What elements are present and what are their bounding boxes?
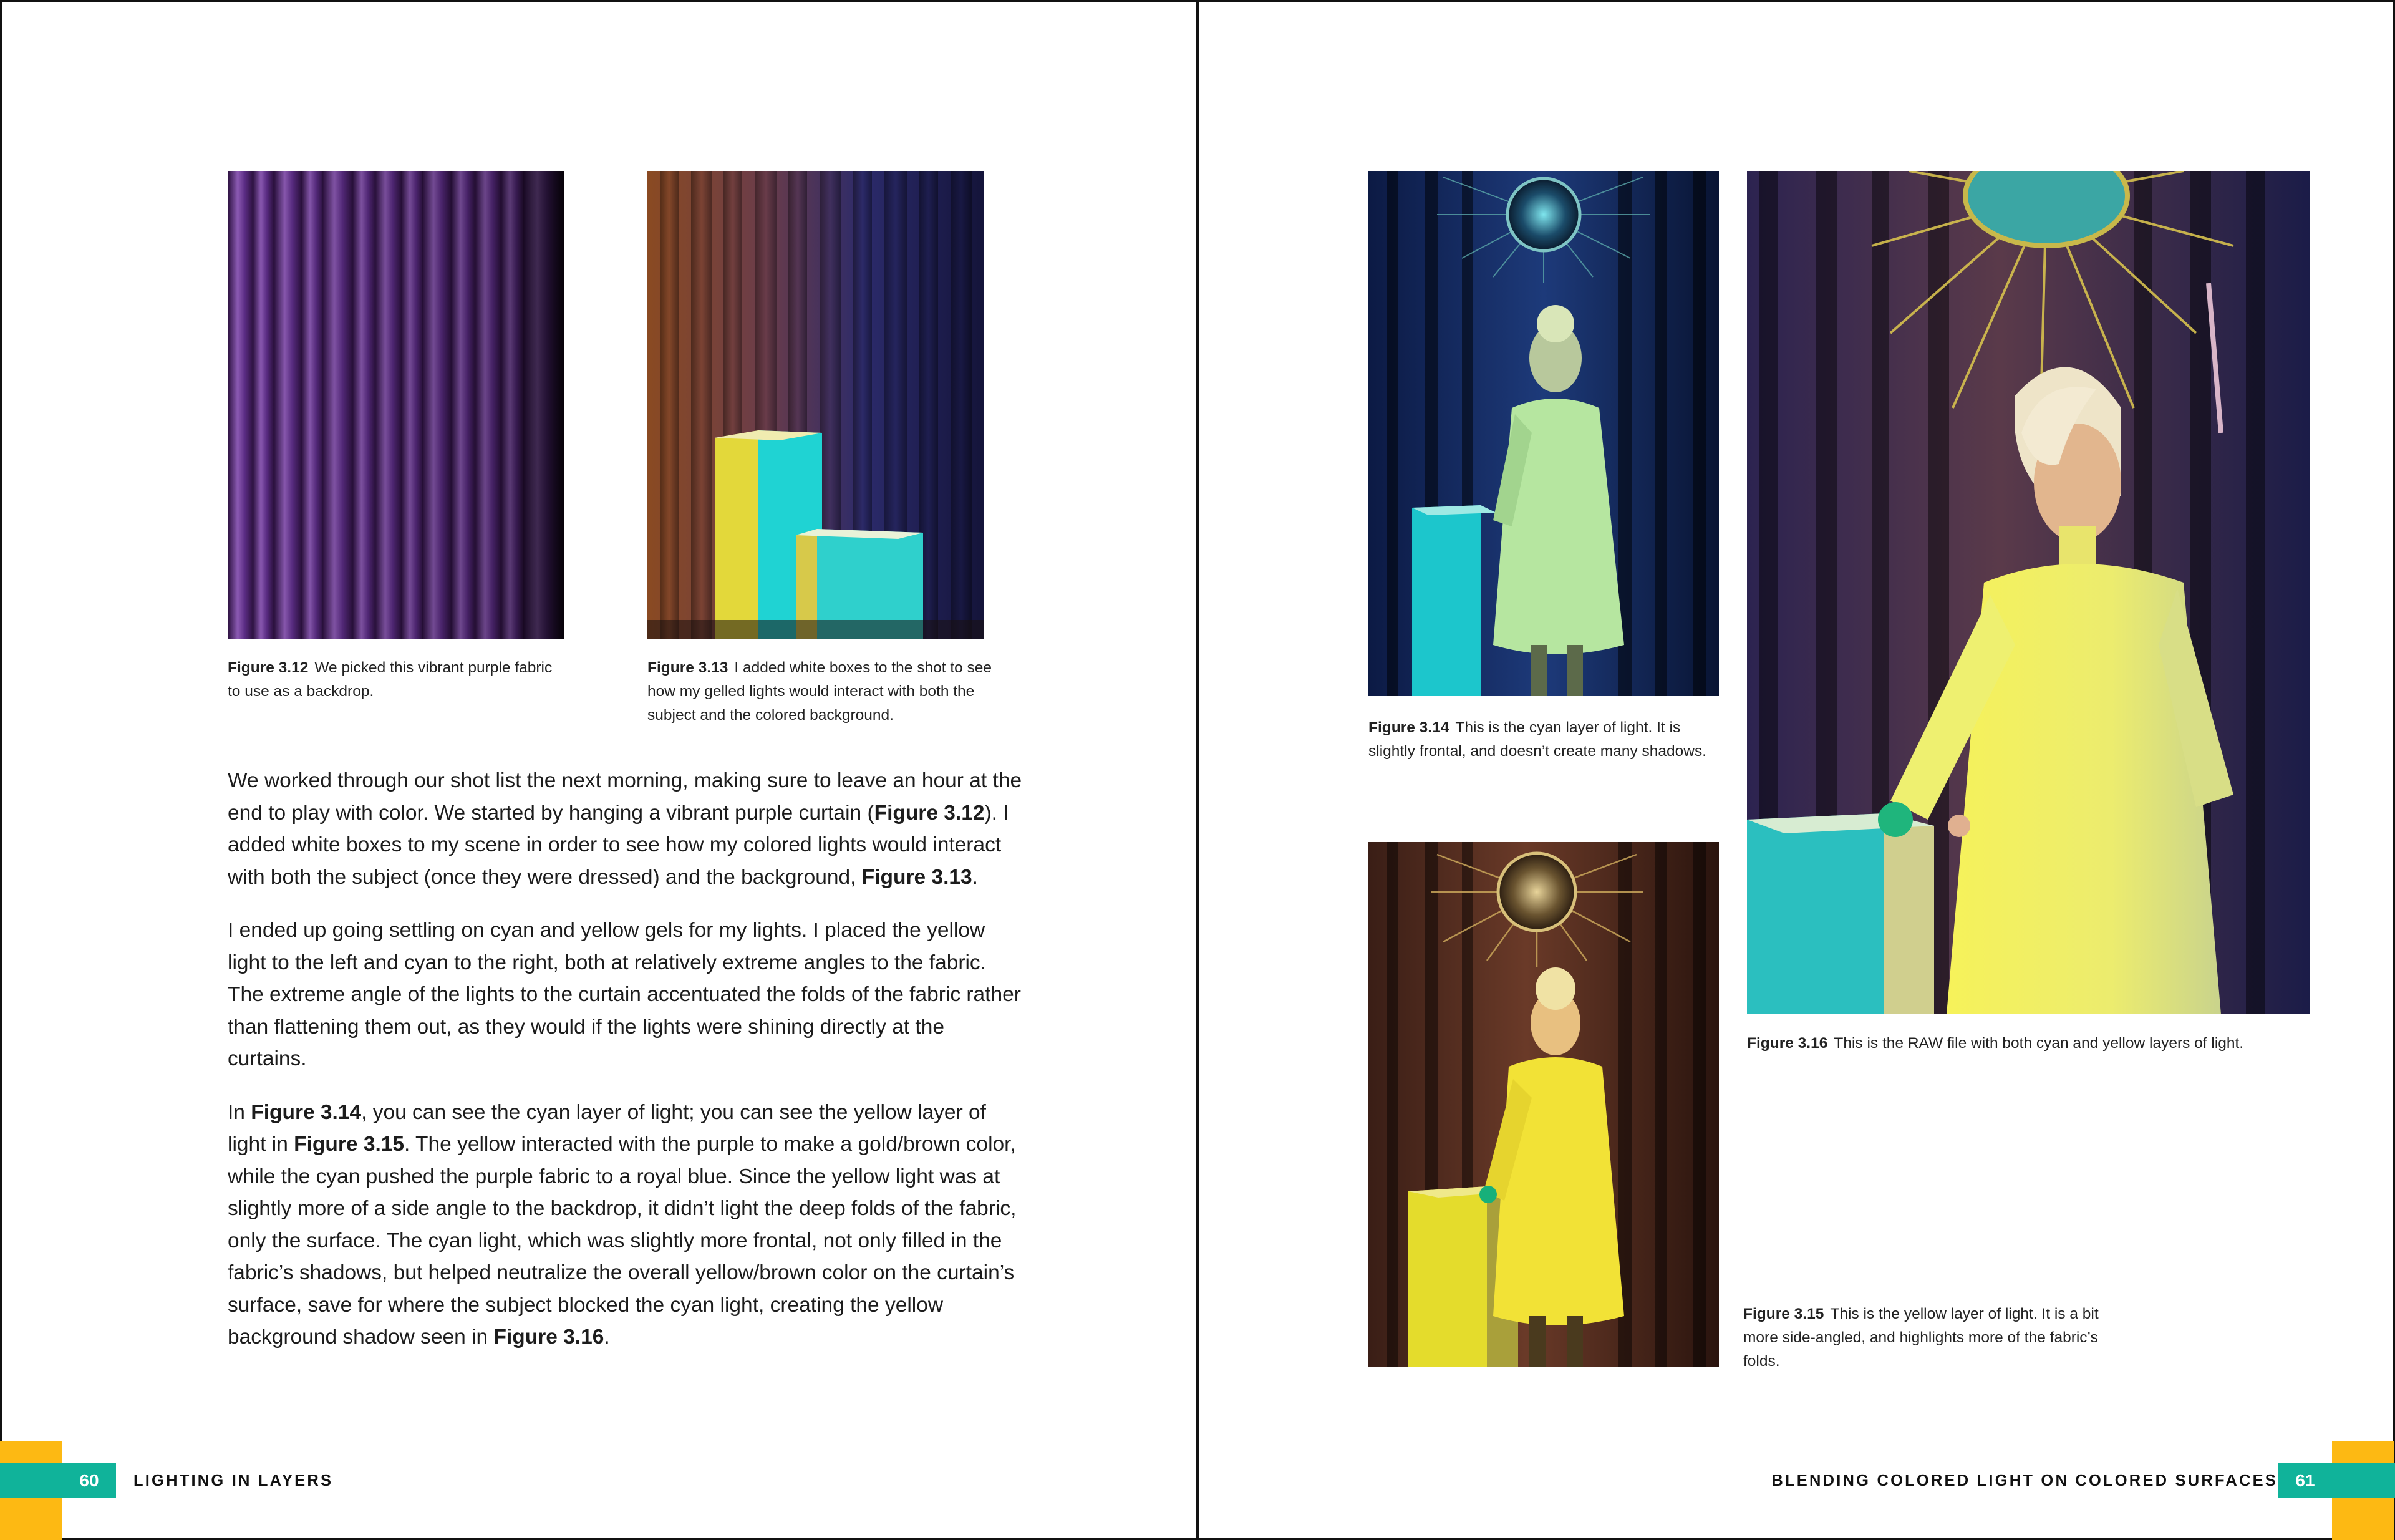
page-gutter bbox=[1196, 0, 1199, 1540]
text-run: We worked through our shot list the next morning, making sure to leave an hour at the end to play with color. We started by hanging a vibrant purple curtain ( bbox=[228, 769, 1022, 825]
caption-text: This is the yellow layer of light. It is a bit more side-angled, and highlights more of the fabric’s folds. bbox=[1743, 1305, 2099, 1370]
text-run: In bbox=[228, 1100, 251, 1124]
text-run: , you can see the cyan layer of light; you can see the yellow layer of light in bbox=[228, 1100, 986, 1156]
body-text bbox=[228, 765, 1026, 1375]
figure-reference: Figure 3.12 bbox=[874, 801, 985, 825]
figure-3-12-caption bbox=[228, 656, 564, 704]
figure-3-14-photo bbox=[1368, 171, 1719, 696]
text-run: . bbox=[972, 865, 978, 889]
figure-3-16-caption bbox=[1747, 1032, 2327, 1055]
text-run: I ended up going settling on cyan and yellow gels for my lights. I placed the yellow light to the left and cyan to the right, both at relatively extreme angles to the fabric. The extreme angle of the lights to the curtain accentuated the folds of the fabric rather than flattening them out, as they would if the lights were shining directly at the curtains. bbox=[228, 919, 1021, 1070]
footer-accent-teal-right-overlay bbox=[2332, 1463, 2395, 1498]
footer-accent-teal-left bbox=[0, 1463, 62, 1498]
figure-3-13-photo bbox=[647, 171, 984, 639]
figure-3-13-caption bbox=[647, 656, 1003, 727]
page-number-left: 60 bbox=[62, 1463, 116, 1498]
figure-label: Figure 3.15 bbox=[1743, 1305, 1824, 1322]
text-run: . The yellow interacted with the purple to make a gold/brown color, while the cyan pushed the purple fabric to a royal blue. Since the yellow light was at slightly more of a side angle to the backdrop, it didn’t light the deep folds of the fabric, only the surface. The cyan light, which was slightly more frontal, not only filled in the fabric’s shadows, but helped neutralize the overall yellow/brown color on the curtain’s surface, save for where the subject blocked the cyan light, creating the yellow background shadow seen in bbox=[228, 1133, 1017, 1349]
caption-text: This is the cyan layer of light. It is slightly frontal, and doesn’t create many shadows. bbox=[1368, 719, 1707, 760]
figure-3-12-photo bbox=[228, 171, 564, 639]
figure-reference: Figure 3.16 bbox=[493, 1325, 604, 1349]
text-run: . bbox=[604, 1325, 610, 1349]
figure-reference: Figure 3.15 bbox=[294, 1133, 405, 1156]
running-head-right: BLENDING COLORED LIGHT ON COLORED SURFACES bbox=[1771, 1472, 2278, 1489]
figure-label: Figure 3.13 bbox=[647, 659, 728, 676]
caption-text: This is the RAW file with both cyan and yellow layers of light. bbox=[1834, 1035, 2244, 1052]
figure-3-16-photo bbox=[1747, 171, 2310, 1014]
body-paragraph bbox=[228, 914, 1026, 1075]
figure-reference: Figure 3.13 bbox=[861, 865, 972, 889]
caption-text: We picked this vibrant purple fabric to use as a backdrop. bbox=[228, 659, 553, 700]
figure-3-14-caption bbox=[1368, 716, 1718, 763]
text-run: ). I added white boxes to my scene in order to see how my colored lights would interact with both the subject (once they were dressed) and the background, bbox=[228, 801, 1009, 889]
body-paragraph bbox=[228, 1097, 1026, 1354]
running-head-left: LIGHTING IN LAYERS bbox=[133, 1472, 334, 1489]
figure-3-15-photo bbox=[1368, 842, 1719, 1367]
page-number-right: 61 bbox=[2278, 1463, 2332, 1498]
caption-text: I added white boxes to the shot to see how my gelled lights would interact with both the subject and the colored background. bbox=[647, 659, 992, 724]
figure-label: Figure 3.14 bbox=[1368, 719, 1449, 736]
figure-label: Figure 3.16 bbox=[1747, 1035, 1828, 1052]
figure-3-15-caption bbox=[1743, 1302, 2105, 1373]
body-paragraph bbox=[228, 765, 1026, 893]
figure-reference: Figure 3.14 bbox=[251, 1100, 362, 1124]
figure-label: Figure 3.12 bbox=[228, 659, 309, 676]
